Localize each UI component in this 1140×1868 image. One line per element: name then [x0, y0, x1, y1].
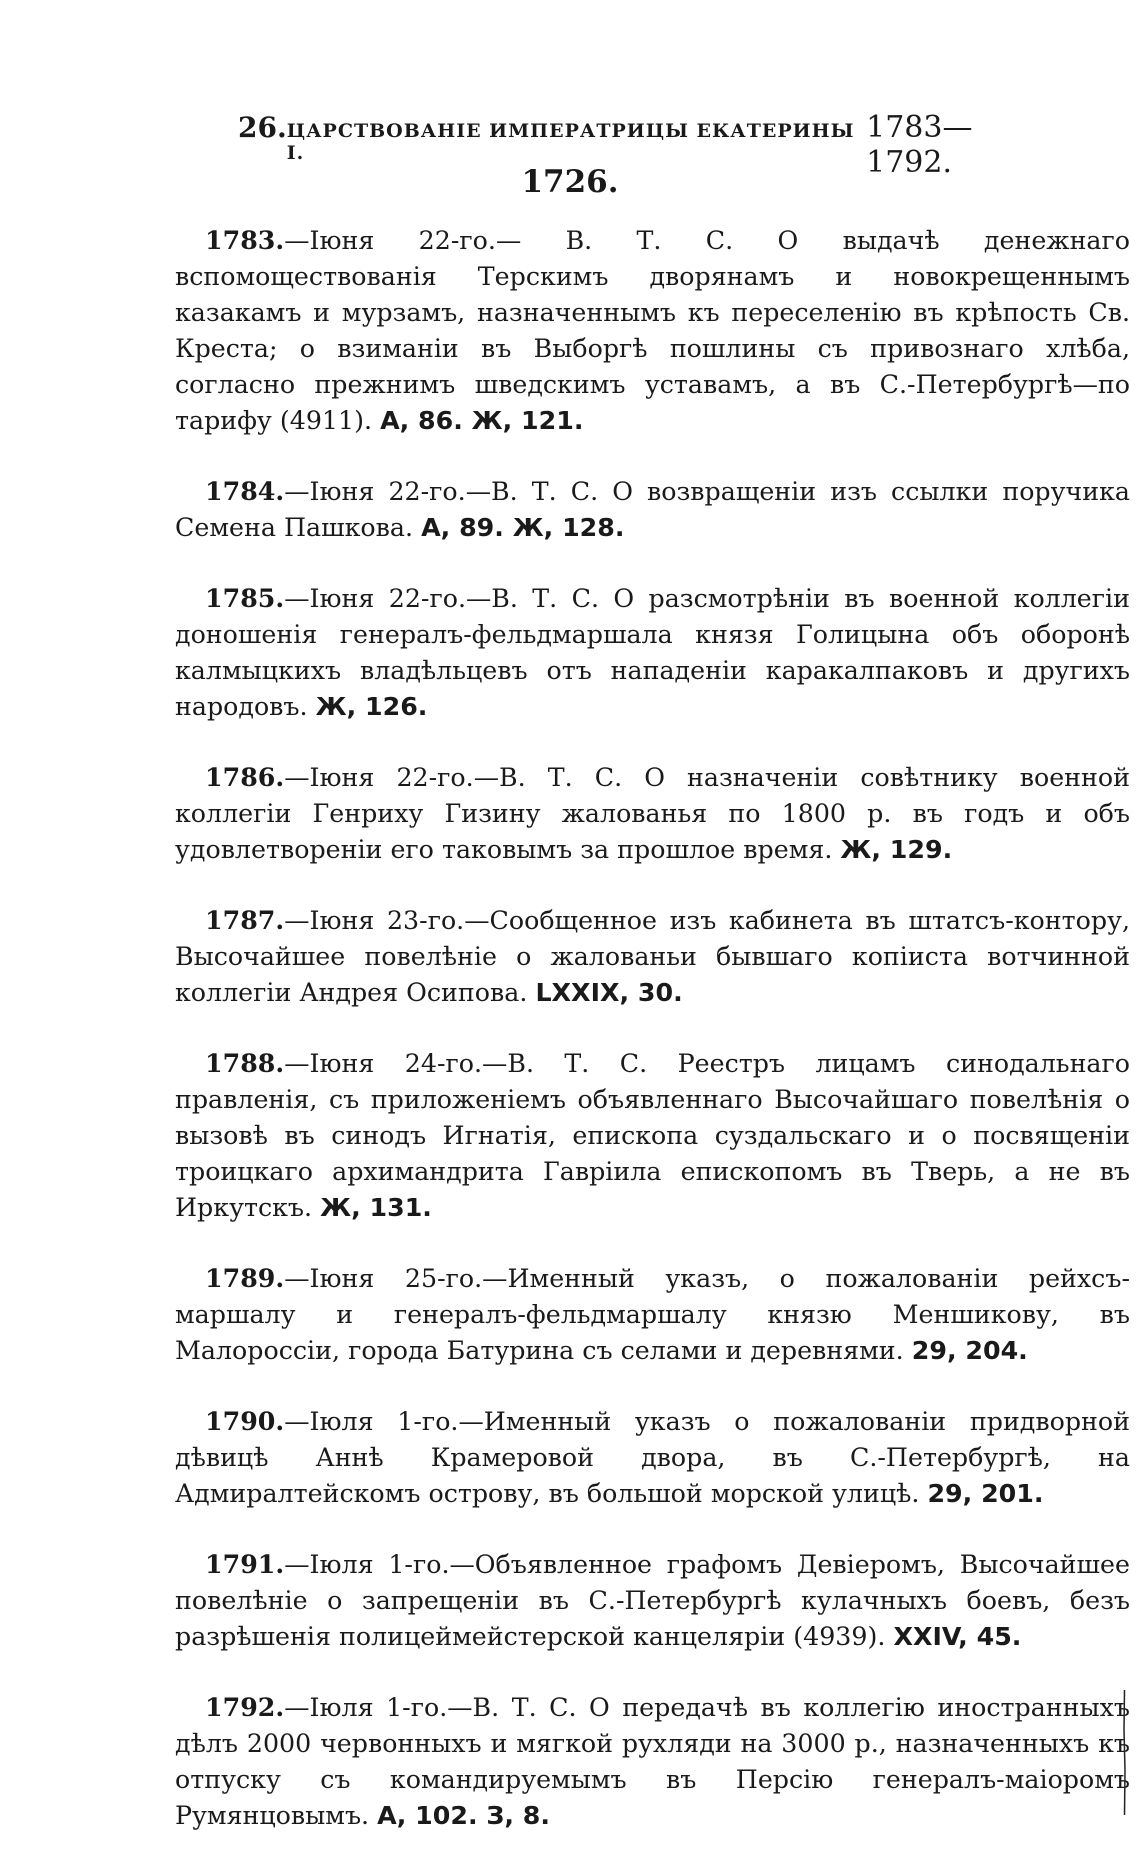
entry-refs: А, 89. Ж, 128.	[421, 513, 625, 542]
entry-1792	[175, 1689, 1130, 1834]
entry-number: 1790.	[205, 1406, 285, 1436]
entry-text: —Іюня 25-го.—Именный указъ, о пожалованіи рейхсъ-маршалу и генералъ-фельдмаршалу князю Меншикову, въ Малороссіи, города Батурина съ селами и деревнями.	[175, 1264, 1130, 1365]
entry-text: —Іюня 24-го.—В. Т. С. Реестръ лицамъ синодальнаго правленія, съ приложеніемъ объявленнаго Высочайшаго повелѣнія о вызовѣ въ синодъ Игнатія, епископа суздальскаго и о посвященіи троицкаго архимандрита Гавріила епископомъ въ Тверь, а не въ Иркутскъ.	[175, 1049, 1130, 1222]
running-head	[238, 110, 1054, 180]
entry-text: —Іюля 1-го.—Именный указъ о пожалованіи придворной дѣвицѣ Аннѣ Крамеровой двора, въ С.-Петербургѣ, на Адмиралтейскомъ острову, въ большой морской улицѣ.	[175, 1407, 1130, 1508]
entry-number: 1786.	[205, 762, 285, 792]
entry-number: 1788.	[205, 1048, 285, 1078]
entry-number: 1787.	[205, 905, 285, 935]
entry-1789	[175, 1260, 1130, 1369]
entry-refs: 29, 204.	[911, 1336, 1028, 1365]
entry-number: 1784.	[205, 476, 285, 506]
entry-refs: Ж, 131.	[320, 1193, 432, 1222]
page-edge-mark	[1123, 1690, 1126, 1815]
year-heading: 1726.	[521, 164, 619, 200]
entry-refs: 29, 201.	[927, 1479, 1044, 1508]
entry-refs: Ж, 129.	[840, 835, 953, 864]
entry-text: —Іюня 23-го.—Сообщенное изъ кабинета въ штатсъ-контору, Высочайшее повелѣніе о жалованьи бывшаго копіиста вотчинной коллегіи Андрея Осипова.	[175, 906, 1130, 1007]
entry-1787	[175, 902, 1130, 1011]
entry-list	[175, 222, 1130, 1868]
entry-refs: Ж, 126.	[315, 692, 428, 721]
running-title: ЦАРСТВОВАНІЕ ИМПЕРАТРИЦЫ ЕКАТЕРИНЫ I.	[286, 120, 855, 164]
entry-text: —Іюня 22-го.—В. Т. С. О возвращеніи изъ ссылки поручика Семена Пашкова.	[175, 477, 1130, 542]
page-edge-line	[1123, 1690, 1126, 1815]
entry-refs: А, 86. Ж, 121.	[380, 406, 584, 435]
entry-refs: XXIV, 45.	[893, 1622, 1022, 1651]
entry-number: 1785.	[205, 583, 285, 613]
entry-1785	[175, 580, 1130, 725]
entry-number: 1789.	[205, 1263, 285, 1293]
entry-text: —Іюня 22-го.—В. Т. С. О назначеніи совѣтнику военной коллегіи Генриху Гизину жалованья по 1800 р. въ годъ и объ удовлетвореніи его таковымъ за прошлое время.	[175, 763, 1130, 864]
entry-1791	[175, 1546, 1130, 1655]
entry-range: 1783—1792.	[866, 110, 973, 180]
entry-refs: А, 102. З, 8.	[377, 1801, 550, 1830]
entry-1788	[175, 1045, 1130, 1226]
entry-text: —Іюля 1-го.—Объявленное графомъ Девіеромъ, Высочайшее повелѣніе о запрещеніи въ С.-Петербургѣ кулачныхъ боевъ, безъ разрѣшенія полицеймейстерской канцеляріи (4939).	[175, 1550, 1130, 1651]
entry-1786	[175, 759, 1130, 868]
entry-1790	[175, 1403, 1130, 1512]
entry-text: —Іюня 22-го.—В. Т. С. О разсмотрѣніи въ военной коллегіи доношенія генералъ-фельдмаршала князя Голицына объ оборонѣ калмыцкихъ владѣльцевъ отъ нападеніи каракалпаковъ и другихъ народовъ.	[175, 584, 1130, 721]
entry-number: 1783.	[205, 225, 285, 255]
entry-1783	[175, 222, 1130, 439]
page-number: 26.	[238, 111, 287, 144]
entry-number: 1791.	[205, 1549, 285, 1579]
entry-number: 1792.	[205, 1692, 285, 1722]
entry-text: —Іюля 1-го.—В. Т. С. О передачѣ въ коллегію иностранныхъ дѣлъ 2000 червонныхъ и мягкой рухляди на 3000 р., назначенныхъ къ отпуску съ командируемымъ въ Персію генералъ-маіоромъ Румянцовымъ.	[175, 1693, 1130, 1830]
entry-refs: LXXIX, 30.	[535, 978, 683, 1007]
entry-text: —Іюня 22-го.— В. Т. С. О выдачѣ денежнаго вспомоществованія Терскимъ дворянамъ и новокрещеннымъ казакамъ и мурзамъ, назначеннымъ къ переселенію въ крѣпость Св. Креста; о взиманіи въ Выборгѣ пошлины съ привознаго хлѣба, согласно прежнимъ шведскимъ уставамъ, а въ С.-Петербургѣ—по тарифу (4911).	[175, 226, 1130, 435]
entry-1784	[175, 473, 1130, 546]
